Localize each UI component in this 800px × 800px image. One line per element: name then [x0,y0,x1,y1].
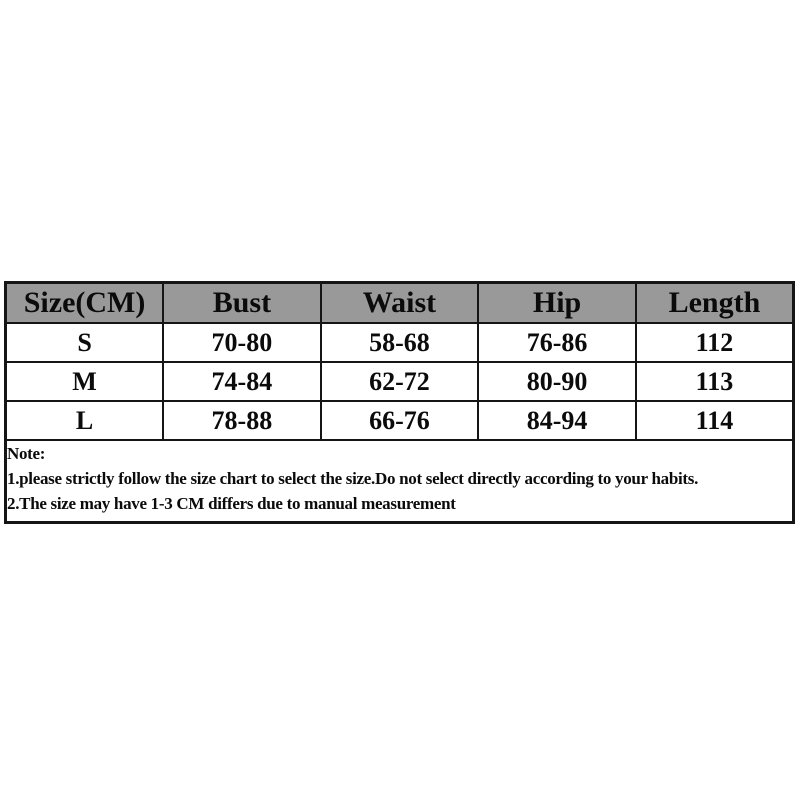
note-section [6,440,794,523]
column-header-hip: Hip [478,283,636,324]
column-header-bust: Bust [163,283,321,324]
cell-length-l: 114 [636,401,794,440]
column-header-size: Size(CM) [6,283,164,324]
cell-hip-s: 76-86 [478,323,636,362]
column-header-length: Length [636,283,794,324]
note-title: Note: [7,444,46,463]
cell-length-s: 112 [636,323,794,362]
table-row-size-l [6,401,794,440]
cell-size-l: L [6,401,164,440]
cell-bust-s: 70-80 [163,323,321,362]
note-line-2: 2.The size may have 1-3 CM differs due to manual measurement [7,494,456,513]
size-chart-table [4,281,795,524]
note-row [6,440,794,523]
cell-size-m: M [6,362,164,401]
note-line-1: 1.please strictly follow the size chart to select the size.Do not select directly according to your habits. [7,469,699,488]
table-row-size-m [6,362,794,401]
cell-hip-l: 84-94 [478,401,636,440]
cell-hip-m: 80-90 [478,362,636,401]
cell-bust-m: 74-84 [163,362,321,401]
cell-length-m: 113 [636,362,794,401]
cell-waist-s: 58-68 [321,323,479,362]
header-row [6,283,794,324]
table-row-size-s [6,323,794,362]
cell-waist-m: 62-72 [321,362,479,401]
cell-waist-l: 66-76 [321,401,479,440]
column-header-waist: Waist [321,283,479,324]
cell-size-s: S [6,323,164,362]
cell-bust-l: 78-88 [163,401,321,440]
